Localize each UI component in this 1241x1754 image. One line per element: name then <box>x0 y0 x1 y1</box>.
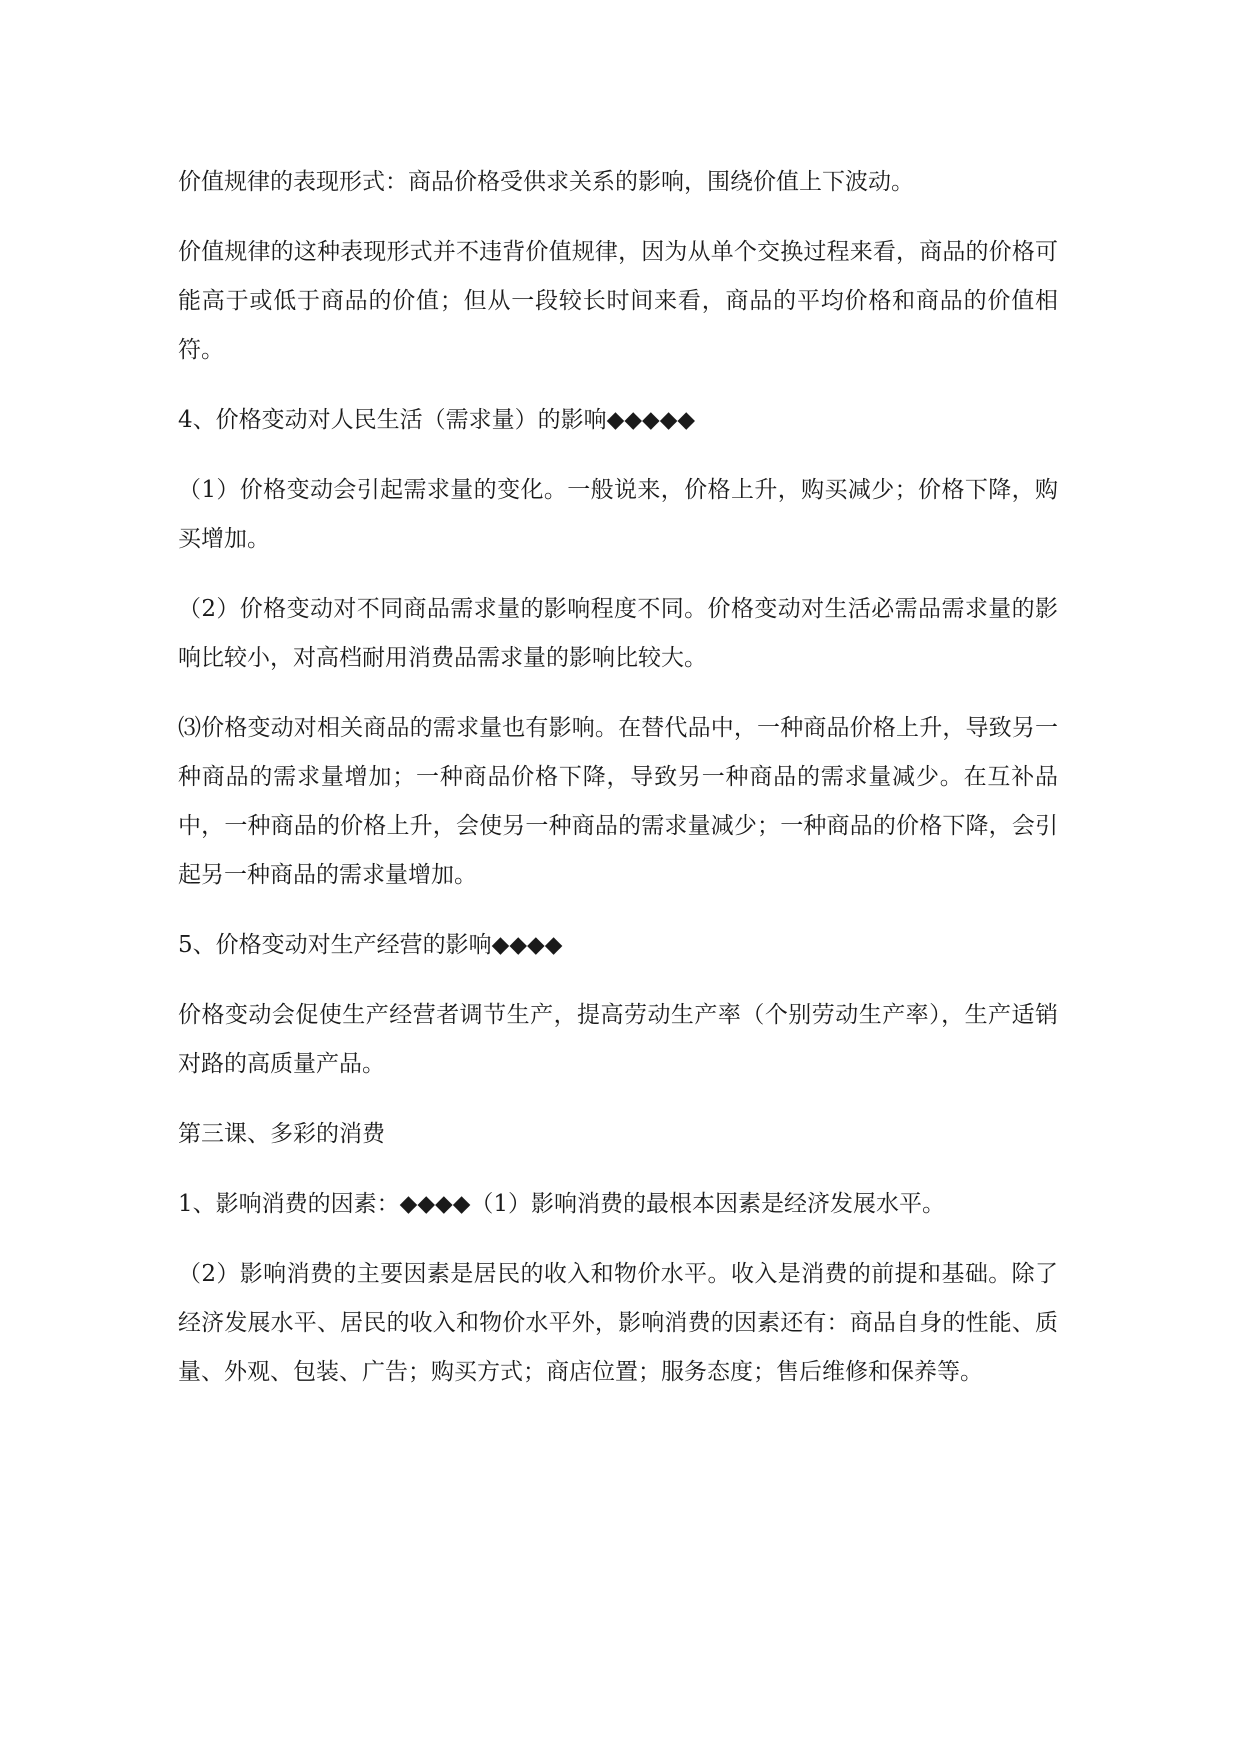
paragraph-consumption-factor-2: （2）影响消费的主要因素是居民的收入和物价水平。收入是消费的前提和基础。除了经济发展水平、居民的收入和物价水平外，影响消费的因素还有：商品自身的性能、质量、外观、包装、广告；购买方式；商店位置；服务态度；售后维修和保养等。 <box>178 1261 1058 1385</box>
paragraph-value-law-explanation: 价值规律的这种表现形式并不违背价值规律，因为从单个交换过程来看，商品的价格可能高于或低于商品的价值；但从一段较长时间来看，商品的平均价格和商品的价值相符。 <box>178 239 1058 363</box>
heading-lesson-3: 第三课、多彩的消费 <box>178 1121 385 1147</box>
paragraph-point-2: （2）价格变动对不同商品需求量的影响程度不同。价格变动对生活必需品需求量的影响比较小，对高档耐用消费品需求量的影响比较大。 <box>178 596 1058 671</box>
paragraph-value-law-form: 价值规律的表现形式：商品价格受供求关系的影响，围绕价值上下波动。 <box>178 169 914 195</box>
heading-price-change-on-production: 5、价格变动对生产经营的影响◆◆◆◆ <box>178 932 563 958</box>
heading-consumption-factors: 1、影响消费的因素：◆◆◆◆（1）影响消费的最根本因素是经济发展水平。 <box>178 1191 946 1217</box>
paragraph-point-1: （1）价格变动会引起需求量的变化。一般说来，价格上升，购买减少；价格下降，购买增加。 <box>178 477 1058 552</box>
paragraph-production-effect: 价格变动会促使生产经营者调节生产，提高劳动生产率（个别劳动生产率），生产适销对路的高质量产品。 <box>178 1002 1058 1077</box>
document-page <box>178 158 1058 1418</box>
paragraph-point-3: ⑶价格变动对相关商品的需求量也有影响。在替代品中，一种商品价格上升，导致另一种商品的需求量增加；一种商品价格下降，导致另一种商品的需求量减少。在互补品中，一种商品的价格上升，会使另一种商品的需求量减少；一种商品的价格下降，会引起另一种商品的需求量增加。 <box>178 715 1058 888</box>
heading-price-change-on-life: 4、价格变动对人民生活（需求量）的影响◆◆◆◆◆ <box>178 407 696 433</box>
